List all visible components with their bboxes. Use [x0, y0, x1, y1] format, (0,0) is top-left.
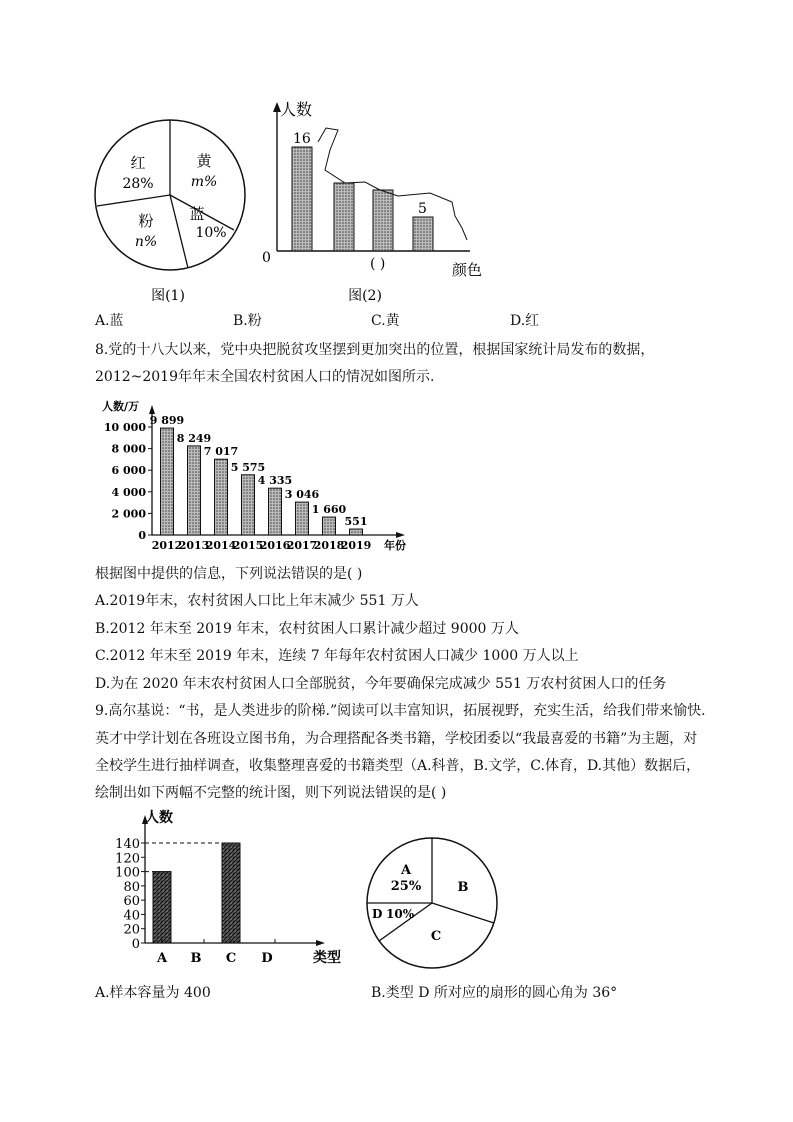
- q8-bar: [161, 428, 174, 535]
- q9-y-tick-label: 40: [123, 908, 140, 924]
- q8-value-label: 551: [344, 515, 368, 529]
- q8-value-label: 8 249: [176, 431, 212, 445]
- q8-value-label: 4 335: [257, 474, 293, 488]
- q8-y-arrow: [149, 405, 155, 414]
- fig2-label-16: 16: [293, 131, 311, 147]
- q8-x-tick-label: 2018: [313, 539, 345, 552]
- fig1-slice-pink-value: n%: [134, 234, 158, 250]
- fig1-slice-red-value: 28%: [122, 176, 154, 192]
- q8-x-tick-label: 2015: [232, 539, 264, 552]
- fig1-slice-red-label: 红: [130, 154, 146, 172]
- q8-x-tick-label: 2014: [205, 539, 237, 552]
- q9-bar-chart: [115, 809, 341, 966]
- q8-x-tick-label: 2013: [178, 539, 210, 552]
- q8-value-label: 5 575: [230, 460, 266, 474]
- q9-y-tick-label: 60: [123, 894, 140, 910]
- fig1-pie: [95, 120, 245, 304]
- q9-x-tick-label: B: [190, 951, 202, 966]
- q8-bar-chart: [102, 399, 406, 552]
- q9-option-b: B.类型 D 所对应的扇形的圆心角为 36°: [371, 985, 618, 1001]
- q9-pie-label-c: C: [430, 929, 442, 944]
- q9-pie-chart: [367, 838, 497, 968]
- q9-pie-value-d: 10%: [386, 907, 415, 921]
- q9-x-tick-label: C: [225, 951, 237, 966]
- q8-bar: [296, 502, 309, 535]
- q9-y-tick-label: 120: [115, 851, 140, 867]
- fig2-bar-3: [373, 190, 393, 251]
- q8-bar: [323, 517, 336, 535]
- q9-pie-label-d: D: [372, 907, 383, 921]
- q8-bar: [269, 488, 282, 535]
- q8-option-a: A.2019年末，农村贫困人口比上年末减少 551 万人: [95, 593, 419, 609]
- fig1-slice-yellow-value: m%: [190, 174, 218, 190]
- fig2-ylabel: 人数: [280, 100, 313, 119]
- q8-y-tick-label: 0: [138, 529, 146, 542]
- q8-x-arrow: [396, 532, 405, 538]
- q8-y-tick-label: 4 000: [111, 485, 146, 499]
- q9-x-tick-label: A: [156, 951, 168, 966]
- q9-option-a: A.样本容量为 400: [95, 985, 211, 1001]
- q9-y-tick-label: 80: [123, 879, 140, 895]
- q9-y-tick-label: 0: [131, 937, 140, 952]
- q9-stem-line4: 绘制出如下两幅不完整的统计图，则下列说法错误的是( ): [95, 785, 447, 801]
- q8-x-tick-label: 2019: [340, 539, 372, 552]
- q9-bar: [222, 843, 240, 943]
- q9-pie-label-a: A: [400, 863, 412, 878]
- q8-xlabel: 年份: [384, 539, 406, 552]
- fig1-slice-yellow-label: 黄: [196, 152, 212, 170]
- q9-stem-line1: 9.高尔基说：“书，是人类进步的阶梯.”阅读可以丰富知识，拓展视野，充实生活，给我们带来愉快.: [95, 703, 706, 719]
- fig2-blank: ( ): [370, 256, 386, 272]
- fig2-bar-4: [413, 217, 433, 251]
- q8-bar: [188, 446, 201, 535]
- q9-y-tick-label: 140: [115, 837, 140, 852]
- fig2-origin: 0: [262, 250, 271, 266]
- q8-value-label: 3 046: [284, 488, 320, 502]
- q8-question: 根据图中提供的信息，下列说法错误的是( ): [95, 566, 363, 582]
- fig2-xlabel: 颜色: [452, 261, 483, 279]
- q8-value-label: 7 017: [203, 445, 239, 459]
- fig2-caption: 图(2): [348, 288, 382, 304]
- q9-x-tick-label: D: [261, 951, 273, 966]
- fig2-bar-1: [292, 147, 312, 251]
- q7-option-c: C.黄: [371, 313, 400, 329]
- fig1-slice-blue-label: 蓝: [189, 205, 205, 223]
- q8-x-tick-label: 2016: [259, 539, 291, 552]
- q9-y-tick-label: 20: [123, 922, 140, 938]
- q7-option-a: A.蓝: [95, 313, 124, 329]
- q8-y-tick-label: 2 000: [111, 507, 146, 521]
- q7-option-b: B.粉: [233, 313, 262, 329]
- q9-stem-line2: 英才中学计划在各班设立图书角，为合理搭配各类书籍，学校团委以“我最喜爱的书籍”为主题，对: [95, 731, 698, 747]
- q8-value-label: 9 899: [149, 414, 185, 428]
- q9-stem-line3: 全校学生进行抽样调查，收集整理喜爱的书籍类型（A.科普，B.文学，C.体育，D.其他）数据后，: [95, 758, 701, 774]
- q8-y-tick-label: 8 000: [111, 442, 146, 456]
- q8-stem-line2: 2012~2019年年末全国农村贫困人口的情况如图所示.: [95, 369, 435, 385]
- q8-x-tick-label: 2012: [151, 539, 183, 552]
- q9-pie-label-b: B: [457, 880, 469, 895]
- q8-ylabel: 人数/万: [102, 400, 140, 413]
- q8-option-d: D.为在 2020 年末农村贫困人口全部脱贫，今年要确保完成减少 551 万农村贫困人口的任务: [95, 676, 667, 692]
- q8-option-b: B.2012 年末至 2019 年末，农村贫困人口累计减少超过 9000 万人: [95, 621, 519, 637]
- fig2-bar-2: [334, 183, 354, 251]
- q8-y-tick-label: 10 000: [103, 421, 146, 434]
- q8-value-label: 1 660: [311, 503, 347, 517]
- fig1-slice-blue-value: 10%: [195, 225, 227, 241]
- q9-ylabel: 人数: [145, 810, 173, 826]
- fig2-bar-chart: [262, 100, 482, 304]
- fig2-label-5: 5: [418, 201, 427, 217]
- q9-pie-value-a: 25%: [390, 879, 422, 894]
- q7-option-d: D.红: [510, 313, 540, 329]
- q8-x-tick-label: 2017: [286, 539, 318, 552]
- fig1-caption: 图(1): [151, 288, 185, 304]
- q8-bar: [242, 475, 255, 535]
- q9-x-arrow: [316, 940, 325, 946]
- fig1-slice-pink-label: 粉: [138, 212, 154, 230]
- q8-bar: [350, 529, 363, 535]
- q8-option-c: C.2012 年末至 2019 年末，连续 7 年每年农村贫困人口减少 1000 万人以上: [95, 648, 579, 664]
- q8-bar: [215, 459, 228, 535]
- q9-y-tick-label: 100: [115, 865, 140, 881]
- q8-y-tick-label: 6 000: [111, 464, 146, 478]
- q8-stem-line1: 8.党的十八大以来，党中央把脱贫攻坚摆到更加突出的位置，根据国家统计局发布的数据，: [95, 342, 655, 358]
- q9-bar: [153, 872, 171, 943]
- q9-xlabel: 类型: [313, 950, 341, 966]
